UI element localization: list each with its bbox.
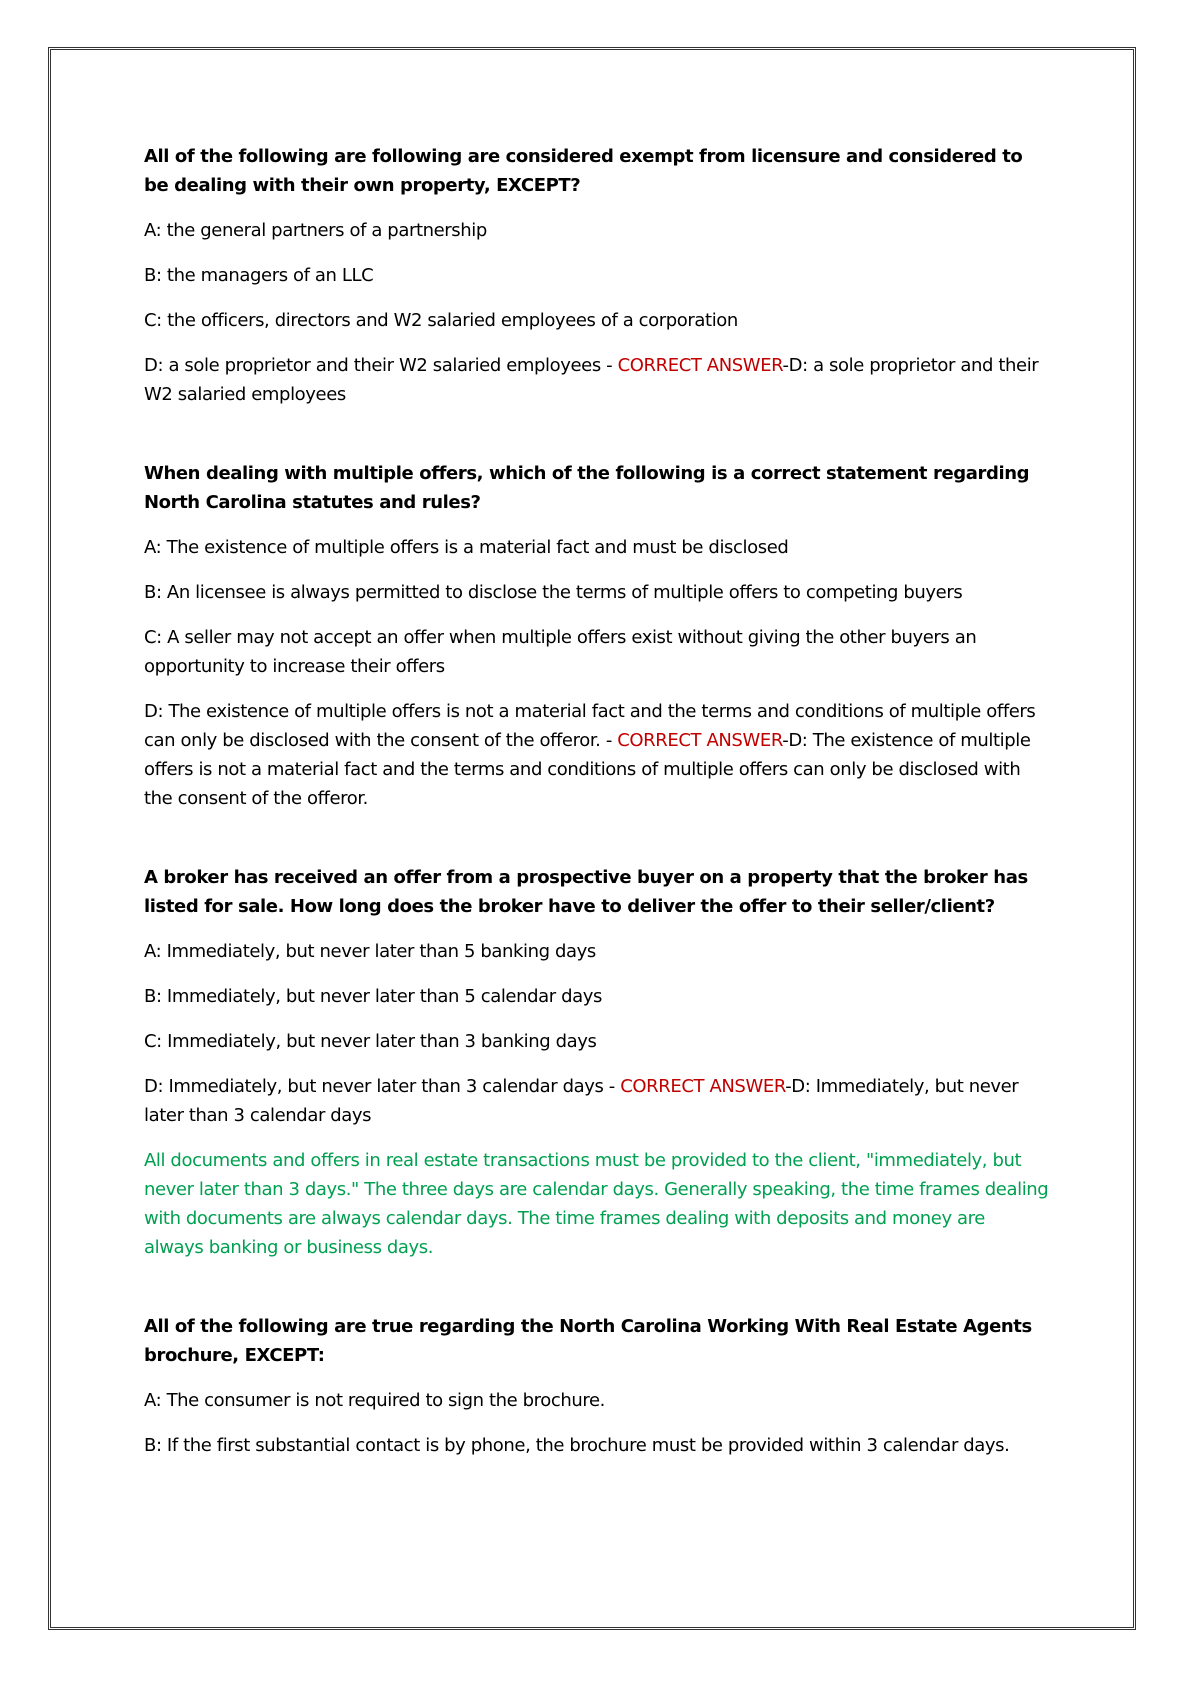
answer-option-b: B: Immediately, but never later than 5 calendar days <box>144 986 602 1007</box>
correct-answer-label: CORRECT ANSWER <box>617 730 783 751</box>
answer-option-a: A: The existence of multiple offers is a material fact and must be disclosed <box>144 537 789 558</box>
answer-option-c: C: Immediately, but never later than 3 banking days <box>144 1031 597 1052</box>
answer-option-d <box>144 1072 1049 1130</box>
question-text: When dealing with multiple offers, which of the following is a correct statement regarding North Carolina statutes and rules? <box>144 463 1030 513</box>
question-text: A broker has received an offer from a prospective buyer on a property that the broker has listed for sale. How long does the broker have to deliver the offer to their seller/client? <box>144 867 1028 917</box>
answer-option-d-text: D: The existence of multiple offers is not a material fact and the terms and conditions of multiple offers can only be disclosed with the consent of the offeror. - <box>144 701 1036 751</box>
question-block <box>144 863 1049 1262</box>
answer-option-a: A: The consumer is not required to sign the brochure. <box>144 1390 606 1411</box>
question-block <box>144 459 1049 813</box>
question-block <box>144 142 1049 409</box>
answer-option-b: B: An licensee is always permitted to disclose the terms of multiple offers to competing buyers <box>144 582 963 603</box>
answer-option-a: A: Immediately, but never later than 5 banking days <box>144 941 596 962</box>
correct-answer-text: -D: The existence of multiple offers is not a material fact and the terms and conditions of multiple offers can only be disclosed with the consent of the offeror. <box>144 730 1031 809</box>
answer-option-c: C: A seller may not accept an offer when multiple offers exist without giving the other buyers an opportunity to increase their offers <box>144 627 977 677</box>
question-text: All of the following are true regarding the North Carolina Working With Real Estate Agents brochure, EXCEPT: <box>144 1316 1032 1366</box>
answer-explanation: All documents and offers in real estate transactions must be provided to the client, "immediately, but never later than 3 days." The three days are calendar days. Generally speaking, the time frames dealing with documents are always calendar days. The time frames dealing with deposits and money are always banking or business days. <box>144 1150 1049 1258</box>
correct-answer-text: -D: a sole proprietor and their W2 salaried employees <box>144 355 1039 405</box>
question-text: All of the following are following are considered exempt from licensure and considered to be dealing with their own property, EXCEPT? <box>144 146 1023 196</box>
answer-option-a: A: the general partners of a partnership <box>144 220 487 241</box>
answer-option-b: B: If the first substantial contact is by phone, the brochure must be provided within 3 calendar days. <box>144 1435 1010 1456</box>
question-block <box>144 1312 1049 1460</box>
answer-option-c: C: the officers, directors and W2 salaried employees of a corporation <box>144 310 738 331</box>
answer-option-b: B: the managers of an LLC <box>144 265 374 286</box>
answer-option-d <box>144 351 1049 409</box>
answer-option-d <box>144 697 1049 813</box>
document-content <box>144 142 1049 1460</box>
answer-option-d-text: D: Immediately, but never later than 3 calendar days - <box>144 1076 621 1097</box>
correct-answer-label: CORRECT ANSWER <box>620 1076 786 1097</box>
correct-answer-label: CORRECT ANSWER <box>617 355 783 376</box>
answer-option-d-text: D: a sole proprietor and their W2 salaried employees - <box>144 355 618 376</box>
correct-answer-text: -D: Immediately, but never later than 3 calendar days <box>144 1076 1019 1126</box>
